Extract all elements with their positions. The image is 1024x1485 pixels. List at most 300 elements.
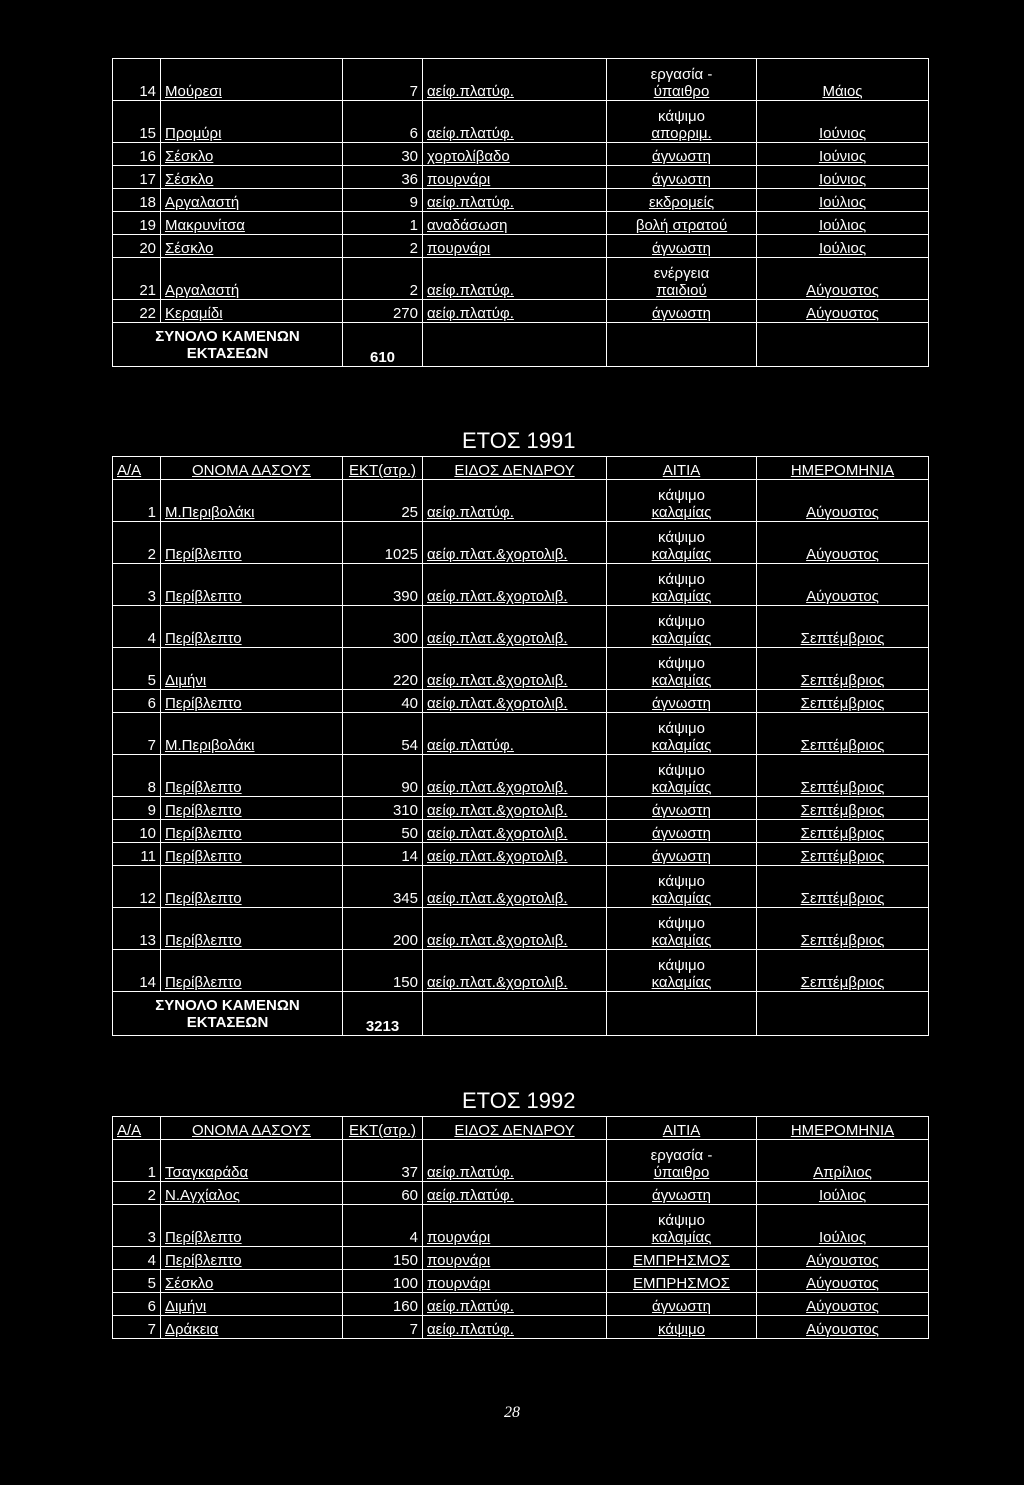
fire-date-text: Σεπτέμβριος (800, 630, 885, 647)
fire-date-text: Ιούλιος (818, 1187, 867, 1204)
cause-cell (607, 300, 757, 323)
row-number-text: 14 (139, 83, 156, 100)
header-cause (607, 1117, 757, 1140)
tree-type-text: αείφ.πλατύφ. (427, 83, 514, 100)
burned-area (343, 606, 423, 648)
forest-name (161, 1247, 343, 1270)
tree-type-text: χορτολίβαδο (427, 148, 510, 165)
cause-line: καλαμίας (651, 588, 712, 605)
tree-type-text: αείφ.πλατ.&χορτολιβ. (427, 546, 568, 563)
cause-cell (607, 1205, 757, 1247)
tree-type-text: αείφ.πλατ.&χορτολιβ. (427, 672, 568, 689)
row-number-text: 3 (147, 1229, 156, 1246)
row-number-text: 20 (139, 240, 156, 257)
tree-type-text: αναδάσωση (427, 217, 508, 234)
cause-cell (607, 648, 757, 690)
forest-name-text: Περίβλεπτο (165, 1229, 242, 1246)
cause-line: κάψιμο (658, 720, 705, 737)
cause-line: κάψιμο (658, 571, 705, 588)
cause-cell (607, 755, 757, 797)
header-tree-type-text: ΕΙΔΟΣ ΔΕΝΔΡΟΥ (454, 1122, 575, 1139)
total-label-line1: ΣΥΝΟΛΟ ΚΑΜΕΝΩΝ (155, 996, 300, 1014)
cause-cell (607, 950, 757, 992)
burned-area (343, 1140, 423, 1182)
forest-name-text: Περίβλεπτο (165, 1252, 242, 1269)
total-area (343, 992, 423, 1036)
table-row (113, 235, 929, 258)
fire-date-text: Αύγουστος (806, 305, 879, 322)
table-header-row (113, 457, 929, 480)
cause-cell (607, 1270, 757, 1293)
tree-type-text: αείφ.πλατ.&χορτολιβ. (427, 779, 568, 796)
cause-line: εργασία - (650, 66, 713, 83)
forest-name (161, 166, 343, 189)
tree-type (423, 1182, 607, 1205)
burned-area (343, 212, 423, 235)
row-number-text: 18 (139, 194, 156, 211)
burned-area (343, 235, 423, 258)
row-number-text: 8 (147, 779, 156, 796)
total-area-text: 610 (369, 349, 396, 366)
cause-line: καλαμίας (651, 932, 712, 949)
tree-type-text: αείφ.πλατ.&χορτολιβ. (427, 848, 568, 865)
fire-date (757, 564, 929, 606)
table-row (113, 522, 929, 564)
total-row (113, 992, 929, 1036)
burned-area-text: 7 (409, 83, 418, 100)
fire-date (757, 522, 929, 564)
tree-type-text: πουρνάρι (427, 240, 491, 257)
row-number-text: 14 (139, 974, 156, 991)
header-aa (113, 457, 161, 480)
forest-name-text: Περίβλεπτο (165, 890, 242, 907)
forest-name-text: Προμύρι (165, 125, 222, 142)
burned-area (343, 1270, 423, 1293)
forest-name-text: Μ.Περιβολάκι (165, 737, 255, 754)
forest-name (161, 820, 343, 843)
header-area (343, 457, 423, 480)
row-number-text: 4 (147, 630, 156, 647)
cause-line: εργασία - (650, 1147, 713, 1164)
cause-cell (607, 713, 757, 755)
tree-type (423, 1140, 607, 1182)
burned-area-text: 390 (392, 588, 418, 605)
cause-line: εκδρομείς (648, 194, 715, 211)
cause-cell (607, 820, 757, 843)
tree-type (423, 300, 607, 323)
table-row (113, 713, 929, 755)
empty-cell (607, 992, 757, 1036)
tree-type-text: αείφ.πλατύφ. (427, 305, 514, 322)
cause-line: κάψιμο (658, 529, 705, 546)
burned-area-text: 90 (401, 779, 418, 796)
row-number-text: 11 (140, 848, 156, 865)
row-number (113, 843, 161, 866)
row-number (113, 820, 161, 843)
tree-type-text: αείφ.πλατύφ. (427, 1187, 514, 1204)
forest-name (161, 908, 343, 950)
forest-name-text: Περίβλεπτο (165, 932, 242, 949)
burned-area-text: 54 (401, 737, 418, 754)
row-number-text: 16 (139, 148, 156, 165)
tree-type (423, 1293, 607, 1316)
fire-date-text: Σεπτέμβριος (800, 779, 885, 796)
tree-type-text: αείφ.πλατ.&χορτολιβ. (427, 825, 568, 842)
forest-name (161, 843, 343, 866)
cause-cell (607, 797, 757, 820)
tree-type (423, 143, 607, 166)
tree-type-text: πουρνάρι (427, 171, 491, 188)
cause-line: κάψιμο (658, 1321, 705, 1338)
cause-line: άγνωστη (652, 1187, 711, 1204)
table-body (113, 1117, 929, 1339)
header-cause (607, 457, 757, 480)
forest-name (161, 1205, 343, 1247)
cause-line: καλαμίας (651, 630, 712, 647)
forest-name-text: Τσαγκαράδα (165, 1164, 249, 1181)
fire-date (757, 1270, 929, 1293)
fire-date (757, 166, 929, 189)
header-tree-type-text: ΕΙΔΟΣ ΔΕΝΔΡΟΥ (454, 462, 575, 479)
forest-name (161, 755, 343, 797)
empty-cell (423, 992, 607, 1036)
table-row (113, 1316, 929, 1339)
fire-date-text: Σεπτέμβριος (800, 932, 885, 949)
table-row (113, 908, 929, 950)
row-number-text: 12 (139, 890, 156, 907)
forest-name (161, 1140, 343, 1182)
cause-line: καλαμίας (651, 1229, 712, 1246)
cause-line: κάψιμο (658, 613, 705, 630)
forest-name (161, 866, 343, 908)
forest-name-text: Περίβλεπτο (165, 695, 242, 712)
burned-area (343, 564, 423, 606)
tree-type (423, 648, 607, 690)
row-number (113, 522, 161, 564)
tree-type-text: πουρνάρι (427, 1275, 491, 1292)
forest-name (161, 950, 343, 992)
forest-name (161, 258, 343, 300)
forest-name (161, 101, 343, 143)
table-row (113, 101, 929, 143)
table-row (113, 1182, 929, 1205)
fire-date (757, 648, 929, 690)
fire-date (757, 1140, 929, 1182)
row-number (113, 1182, 161, 1205)
cause-line: κάψιμο (658, 655, 705, 672)
table-row (113, 1205, 929, 1247)
burned-area (343, 522, 423, 564)
fire-date-text: Απρίλιος (813, 1164, 872, 1181)
tree-type (423, 59, 607, 101)
cause-line: καλαμίας (651, 504, 712, 521)
cause-line: άγνωστη (652, 802, 711, 819)
forest-name (161, 1182, 343, 1205)
tree-type (423, 522, 607, 564)
row-number-text: 5 (147, 672, 156, 689)
cause-cell (607, 908, 757, 950)
fire-date-text: Αύγουστος (806, 504, 879, 521)
tree-type-text: αείφ.πλατύφ. (427, 282, 514, 299)
forest-name-text: Μούρεσι (165, 83, 222, 100)
fire-date (757, 797, 929, 820)
tree-type-text: αείφ.πλατ.&χορτολιβ. (427, 932, 568, 949)
forest-name (161, 1316, 343, 1339)
header-date (757, 1117, 929, 1140)
row-number (113, 797, 161, 820)
tree-type (423, 690, 607, 713)
burned-area-text: 14 (401, 848, 418, 865)
row-number (113, 101, 161, 143)
row-number (113, 564, 161, 606)
forest-name-text: Περίβλεπτο (165, 974, 242, 991)
cause-line: κάψιμο (658, 915, 705, 932)
cause-cell (607, 1293, 757, 1316)
cause-line: κάψιμο (658, 873, 705, 890)
forest-name-text: Μακρυνίτσα (165, 217, 245, 234)
cause-cell (607, 843, 757, 866)
table-row (113, 690, 929, 713)
forest-name (161, 1270, 343, 1293)
fire-date-text: Αύγουστος (806, 1298, 879, 1315)
row-number (113, 59, 161, 101)
forest-name-text: Διμήνι (165, 672, 207, 689)
header-area-text: ΕΚΤ(στρ.) (348, 1122, 417, 1139)
burned-area (343, 820, 423, 843)
tree-type (423, 480, 607, 522)
burned-area-text: 6 (409, 125, 418, 142)
burned-area (343, 908, 423, 950)
tree-type-text: αείφ.πλατ.&χορτολιβ. (427, 890, 568, 907)
fire-date (757, 212, 929, 235)
cause-cell (607, 143, 757, 166)
forest-name-text: Σέσκλο (165, 1275, 214, 1292)
section-heading-1991: ΕΤΟΣ 1991 (462, 428, 576, 453)
cause-line: κάψιμο (658, 487, 705, 504)
cause-line: άγνωστη (652, 825, 711, 842)
tree-type (423, 950, 607, 992)
tree-type-text: πουρνάρι (427, 1252, 491, 1269)
tree-type (423, 866, 607, 908)
table-header-row (113, 1117, 929, 1140)
total-label (113, 323, 343, 367)
forest-name (161, 522, 343, 564)
fires-table-continued (112, 58, 929, 367)
forest-name-text: Περίβλεπτο (165, 588, 242, 605)
tree-type-text: αείφ.πλατ.&χορτολιβ. (427, 974, 568, 991)
row-number (113, 1205, 161, 1247)
forest-name-text: Περίβλεπτο (165, 546, 242, 563)
fires-table-1991 (112, 456, 929, 1036)
burned-area (343, 648, 423, 690)
fire-date-text: Σεπτέμβριος (800, 737, 885, 754)
burned-area (343, 1293, 423, 1316)
row-number (113, 1140, 161, 1182)
row-number (113, 300, 161, 323)
forest-name (161, 1293, 343, 1316)
tree-type (423, 258, 607, 300)
fire-date-text: Ιούλιος (818, 217, 867, 234)
header-aa-text: Α/Α (117, 1122, 142, 1139)
total-label-line1: ΣΥΝΟΛΟ ΚΑΜΕΝΩΝ (155, 327, 300, 345)
tree-type (423, 797, 607, 820)
cause-line: καλαμίας (651, 737, 712, 754)
row-number (113, 606, 161, 648)
burned-area (343, 866, 423, 908)
row-number (113, 1270, 161, 1293)
fire-date-text: Ιούνιος (818, 171, 867, 188)
tree-type-text: αείφ.πλατύφ. (427, 1298, 514, 1315)
row-number-text: 7 (147, 737, 156, 754)
table-row (113, 950, 929, 992)
table-row (113, 258, 929, 300)
fire-date-text: Ιούλιος (818, 194, 867, 211)
tree-type (423, 235, 607, 258)
fire-date (757, 820, 929, 843)
row-number-text: 6 (147, 1298, 156, 1315)
forest-name (161, 564, 343, 606)
table-row (113, 648, 929, 690)
row-number-text: 2 (147, 546, 156, 563)
table-row (113, 1293, 929, 1316)
fire-date (757, 235, 929, 258)
fire-date (757, 1247, 929, 1270)
burned-area (343, 59, 423, 101)
tree-type (423, 189, 607, 212)
tree-type (423, 820, 607, 843)
burned-area-text: 310 (392, 802, 418, 819)
tree-type (423, 564, 607, 606)
forest-name (161, 189, 343, 212)
row-number (113, 713, 161, 755)
burned-area-text: 200 (392, 932, 418, 949)
fire-date (757, 59, 929, 101)
fire-date-text: Αύγουστος (806, 1252, 879, 1269)
total-label (113, 992, 343, 1036)
cause-cell (607, 480, 757, 522)
fire-date-text: Ιούλιος (818, 1229, 867, 1246)
burned-area (343, 713, 423, 755)
cause-cell (607, 1140, 757, 1182)
row-number (113, 1247, 161, 1270)
forest-name-text: Μ.Περιβολάκι (165, 504, 255, 521)
row-number (113, 166, 161, 189)
header-forest-name-text: ΟΝΟΜΑ ΔΑΣΟΥΣ (192, 462, 311, 479)
tree-type (423, 843, 607, 866)
cause-line: άγνωστη (652, 171, 711, 188)
cause-line: παιδιού (656, 282, 707, 299)
burned-area (343, 300, 423, 323)
burned-area (343, 1205, 423, 1247)
cause-line: κάψιμο (658, 957, 705, 974)
header-aa-text: Α/Α (117, 462, 142, 479)
fires-table-1992 (112, 1116, 929, 1339)
fire-date (757, 866, 929, 908)
burned-area-text: 25 (401, 504, 418, 521)
tree-type (423, 713, 607, 755)
row-number-text: 22 (139, 305, 156, 322)
tree-type (423, 212, 607, 235)
burned-area-text: 2 (409, 282, 418, 299)
fire-date (757, 258, 929, 300)
fire-date-text: Ιούνιος (818, 148, 867, 165)
total-area-text: 3213 (365, 1018, 400, 1035)
fire-date (757, 843, 929, 866)
table-row (113, 212, 929, 235)
fire-date (757, 690, 929, 713)
burned-area (343, 950, 423, 992)
burned-area (343, 101, 423, 143)
row-number (113, 189, 161, 212)
burned-area (343, 166, 423, 189)
cause-cell (607, 522, 757, 564)
fire-date (757, 143, 929, 166)
cause-cell (607, 212, 757, 235)
tree-type (423, 166, 607, 189)
burned-area (343, 258, 423, 300)
header-forest-name-text: ΟΝΟΜΑ ΔΑΣΟΥΣ (192, 1122, 311, 1139)
row-number-text: 21 (139, 282, 156, 299)
forest-name-text: Διμήνι (165, 1298, 207, 1315)
forest-name (161, 606, 343, 648)
fire-date (757, 189, 929, 212)
cause-line: κάψιμο (658, 1212, 705, 1229)
burned-area-text: 2 (409, 240, 418, 257)
table-body (113, 59, 929, 367)
burned-area-text: 4 (409, 1229, 418, 1246)
forest-name (161, 713, 343, 755)
cause-line: καλαμίας (651, 974, 712, 991)
cause-cell (607, 564, 757, 606)
row-number (113, 648, 161, 690)
section-heading-1992: ΕΤΟΣ 1992 (462, 1088, 576, 1113)
tree-type-text: αείφ.πλατύφ. (427, 125, 514, 142)
table-row (113, 166, 929, 189)
table-row (113, 480, 929, 522)
forest-name-text: Σέσκλο (165, 240, 214, 257)
row-number (113, 866, 161, 908)
forest-name-text: Περίβλεπτο (165, 630, 242, 647)
fire-date (757, 908, 929, 950)
burned-area (343, 843, 423, 866)
burned-area-text: 300 (392, 630, 418, 647)
row-number (113, 480, 161, 522)
row-number (113, 212, 161, 235)
burned-area (343, 1182, 423, 1205)
cause-line: άγνωστη (652, 305, 711, 322)
burned-area-text: 7 (409, 1321, 418, 1338)
forest-name-text: Σέσκλο (165, 171, 214, 188)
burned-area-text: 1 (409, 217, 418, 234)
total-area (343, 323, 423, 367)
burned-area-text: 150 (392, 974, 418, 991)
row-number-text: 10 (139, 825, 156, 842)
burned-area-text: 220 (392, 672, 418, 689)
table-row (113, 189, 929, 212)
row-number (113, 1316, 161, 1339)
forest-name (161, 480, 343, 522)
burned-area (343, 1247, 423, 1270)
burned-area (343, 189, 423, 212)
tree-type-text: αείφ.πλατύφ. (427, 504, 514, 521)
empty-cell (423, 323, 607, 367)
row-number (113, 143, 161, 166)
forest-name (161, 797, 343, 820)
tree-type (423, 101, 607, 143)
burned-area-text: 160 (392, 1298, 418, 1315)
burned-area (343, 143, 423, 166)
fire-date-text: Αύγουστος (806, 588, 879, 605)
